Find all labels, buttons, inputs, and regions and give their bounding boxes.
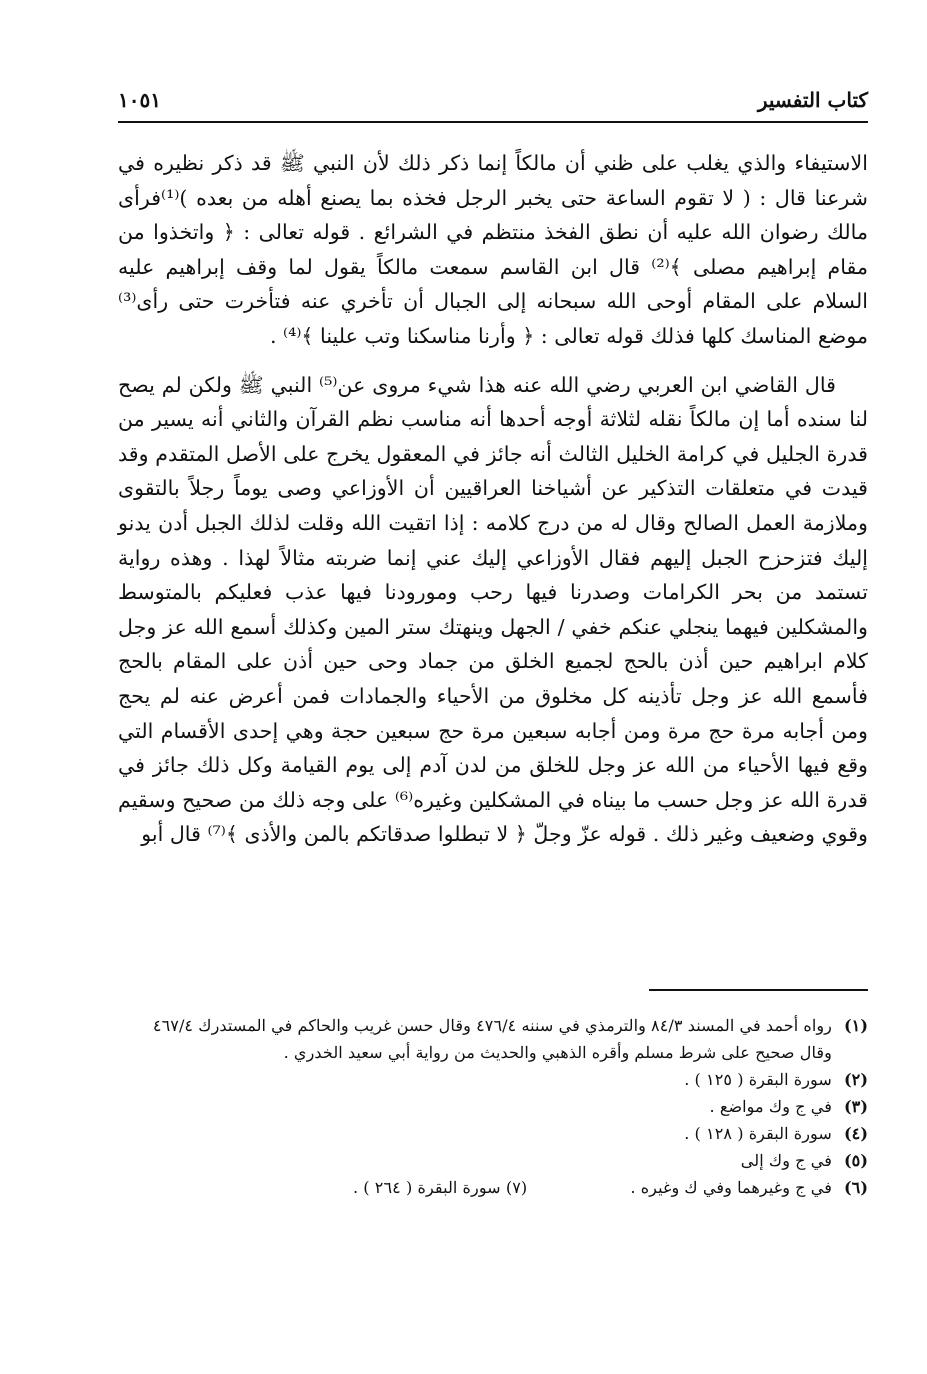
running-title: كتاب التفسير [757, 88, 868, 112]
footnote-1 [118, 1012, 868, 1039]
paragraph: قال القاضي ابن العربي رضي الله عنه هذا شيء مروى عن⁽⁵⁾ النبي ﷺ ولكن لم يصح لنا سنده أما إن مالكاً نقله لثلاثة أوجه أحدها أنه مناسب نظم القرآن والثاني أنه يسير من قدرة الجليل في كرامة الخليل الثالث أنه جائز في المعقول يخرج على الأصل المتقدم وقد قيدت في متعلقات التذكير عن أشياخنا العراقيين أن الأوزاعي وصى يوماً رجلاً بالتقوى وملازمة العمل الصالح وقال له من درج كلامه : إذا اتقيت الله وقلت لذلك الجبل أدن يدنو إليك فتزحزح الجبل إليهم فقال الأوزاعي إليك عني إنما ضربته مثالاً لهذا . وهذه رواية تستمد من بحر الكرامات وصدرنا فيها رحب ومورودنا فيها عذب فعليكم بالمتوسط والمشكلين فيهما ينجلي عنكم خفي / الجهل وينهتك ستر المين وكذلك أسمع الله عز وجل كلام ابراهيم حين أذن بالحج لجميع الخلق من جماد وحى حين أذن على المقام بالحج فأسمع الله عز وجل تأذينه كل مخلوق من الأحياء والجمادات فمن أعرض عنه لم يحج ومن أجابه مرة حج مرة ومن أجابه سبعين مرة حج سبعين حجة وهي إحدى الأقسام التي وقع فيها الأحياء من الله عز وجل للخلق من لدن آدم إلى يوم القيامة وكل ذلك جائز في قدرة الله عز وجل حسب ما بيناه في المشكلين وغيره⁽⁶⁾ على وجه ذلك من صحيح وسقيم وقوي وضعيف وغير ذلك . قوله عزّ وجلّ ﴿ لا تبطلوا صدقاتكم بالمن والأذى ﴾⁽⁷⁾ قال أبو [118, 372, 868, 847]
footnote-text: في ج وك إلى [740, 1151, 832, 1170]
footnote-6-7 [118, 1174, 868, 1201]
footnote-text: سورة البقرة ( ١٢٨ ) . [684, 1124, 832, 1143]
footnote-7-text: (٧) سورة البقرة ( ٢٦٤ ) . [353, 1178, 528, 1197]
running-header [118, 88, 868, 122]
footnote-number: (٦) [843, 1178, 868, 1197]
footnote-separator [649, 989, 868, 991]
footnote-3 [118, 1093, 868, 1120]
footnote-number: (٤) [843, 1124, 868, 1143]
main-text [118, 146, 868, 852]
paragraph: الاستيفاء والذي يغلب على ظني أن مالكاً إنما ذكر ذلك لأن النبي ﷺ قد ذكر نظيره في شرعنا قال : ( لا تقوم الساعة حتى يخبر الرجل فخذه بما يصنع أهله من بعده )⁽¹⁾فرأى مالك رضوان الله عليه أن نطق الفخذ منتظم في الشرائع . قوله تعالى : ﴿ واتخذوا من مقام إبراهيم مصلى ﴾⁽²⁾ قال ابن القاسم سمعت مالكاً يقول لما وقف إبراهيم عليه السلام على المقام أوحى الله سبحانه إلى الجبال أن تأخري عنه فتأخرت حتى رأى⁽³⁾ موضع المناسك كلها فذلك قوله تعالى : ﴿ وأرنا مناسكنا وتب علينا ﴾⁽⁴⁾ . [118, 151, 868, 348]
header-rule [118, 121, 868, 123]
footnote-text: وقال صحيح على شرط مسلم وأقره الذهبي والحديث من رواية أبي سعيد الخدري . [283, 1043, 832, 1062]
footnote-5 [118, 1147, 868, 1174]
footnotes [118, 1012, 868, 1201]
footnote-text: في ج وك مواضع . [709, 1097, 832, 1116]
footnote-number: (٢) [843, 1070, 868, 1089]
footnote-text: في ج وغيرهما وفي ك وغيره . [630, 1178, 832, 1197]
footnote-text: سورة البقرة ( ١٢٥ ) . [684, 1070, 832, 1089]
page-number: ١٠٥١ [118, 88, 161, 112]
footnote-number: (٥) [843, 1151, 868, 1170]
footnote-2 [118, 1066, 868, 1093]
footnote-text: رواه أحمد في المسند ٨٤/٣ والترمذي في سننه ٤٧٦/٤ وقال حسن غريب والحاكم في المستدرك ٤٦٧/٤ [152, 1016, 832, 1035]
footnote-number: (١) [843, 1016, 868, 1035]
footnote-1-continued [118, 1039, 868, 1066]
footnote-4 [118, 1120, 868, 1147]
footnote-number: (٣) [843, 1097, 868, 1116]
